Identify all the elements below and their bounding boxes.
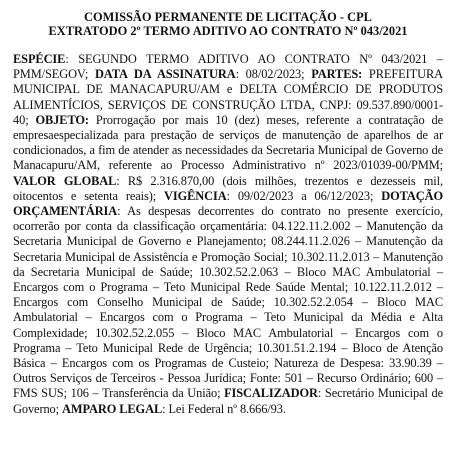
dotacao-label: DOTAÇÃO ORÇAMENTÁRIA (13, 188, 443, 219)
objeto-text: Prorrogação por mais 10 (dez) meses, referente a contratação de empresaespecializada para prestação de serviços de manutenção de aparelhos de ar condicionados, a fim de atender as necessidades da Secretaria Municipal de Governo de Manacapuru/AM, referente ao Processo Administrativo nº 2023/01039-00/PMM; (13, 112, 443, 173)
data-assinatura-label: DATA DA ASSINATURA (94, 67, 236, 82)
header-extract-title: EXTRATODO 2º TERMO ADITIVO AO CONTRATO Nº 043/2021 (48, 24, 408, 38)
objeto-label: OBJETO: (35, 112, 89, 127)
especie-text: : SEGUNDO TERMO ADITIVO AO CONTRATO Nº 043/2021 – PMM/SEGOV; (13, 52, 443, 82)
vigencia-text: : 09/02/2023 a 06/12/2023; (226, 188, 382, 203)
partes-text: PREFEITURA MUNICIPAL DE MANACAPURU/AM e DELTA COMÉRCIO DE PRODUTOS ALIMENTÍCIOS, SERVIÇOS DE CONSTRUÇÃO LTDA, CNPJ: 09.537.890/0001-40; (13, 67, 443, 127)
document-body (13, 52, 443, 417)
document-header (13, 10, 443, 38)
partes-label: PARTES: (311, 67, 363, 82)
header-commission-title: COMISSÃO PERMANENTE DE LICITAÇÃO - CPL (84, 10, 372, 24)
valor-global-text: : R$ 2.316.870,00 (dois milhões, trezentos e dezesseis mil, oitocentos e setenta reais); (13, 173, 443, 203)
valor-global-label: VALOR GLOBAL (13, 173, 117, 188)
dotacao-text: : As despesas decorrentes do contrato no presente exercício, ocorrerão por conta da classificação orçamentária: 04.122.11.2.002 – Manutenção da Secretaria Municipal de Governo e Planejamento; 08.244.11.2.026 – Manutenção da Secretaria Municipal de Assistência e Promoção Social; 10.302.11.2.013 – Manutenção da Secretaria Municipal de Saúde; 10.302.52.2.063 – Bloco MAC Ambulatorial – Encargos com o Programa – Teto Municipal Rede Saúde Mental; 10.122.11.2.012 – Encargos com Conselho Municipal de Saúde; 10.302.52.2.054 – Bloco MAC Ambulatorial – Encargos com o Programa – Teto Municipal da Média e Alta Complexidade; 10.302.52.2.055 – Bloco MAC Ambulatorial – Encargos com o Programa – Teto Municipal Rede de Urgência; 10.301.51.2.194 – Bloco de Atenção Básica – Encargos com os Programas de Custeio; Natureza de Despesa: 33.90.39 – Outros Serviços de Terceiros - Pessoa Jurídica; Fonte: 501 – Recurso Ordinário; 600 – FMS SUS; 106 – Transferência da União; (13, 204, 443, 401)
fiscalizador-label: FISCALIZADOR (224, 386, 318, 401)
fiscalizador-text: : Secretário Municipal de Governo; (13, 386, 443, 416)
amparo-legal-text: : Lei Federal nº 8.666/93. (162, 401, 286, 416)
especie-label: ESPÉCIE (13, 52, 66, 66)
vigencia-label: VIGÊNCIA (164, 188, 227, 203)
amparo-legal-label: AMPARO LEGAL (62, 401, 163, 416)
data-assinatura-text: : 08/02/2023; (235, 67, 312, 82)
